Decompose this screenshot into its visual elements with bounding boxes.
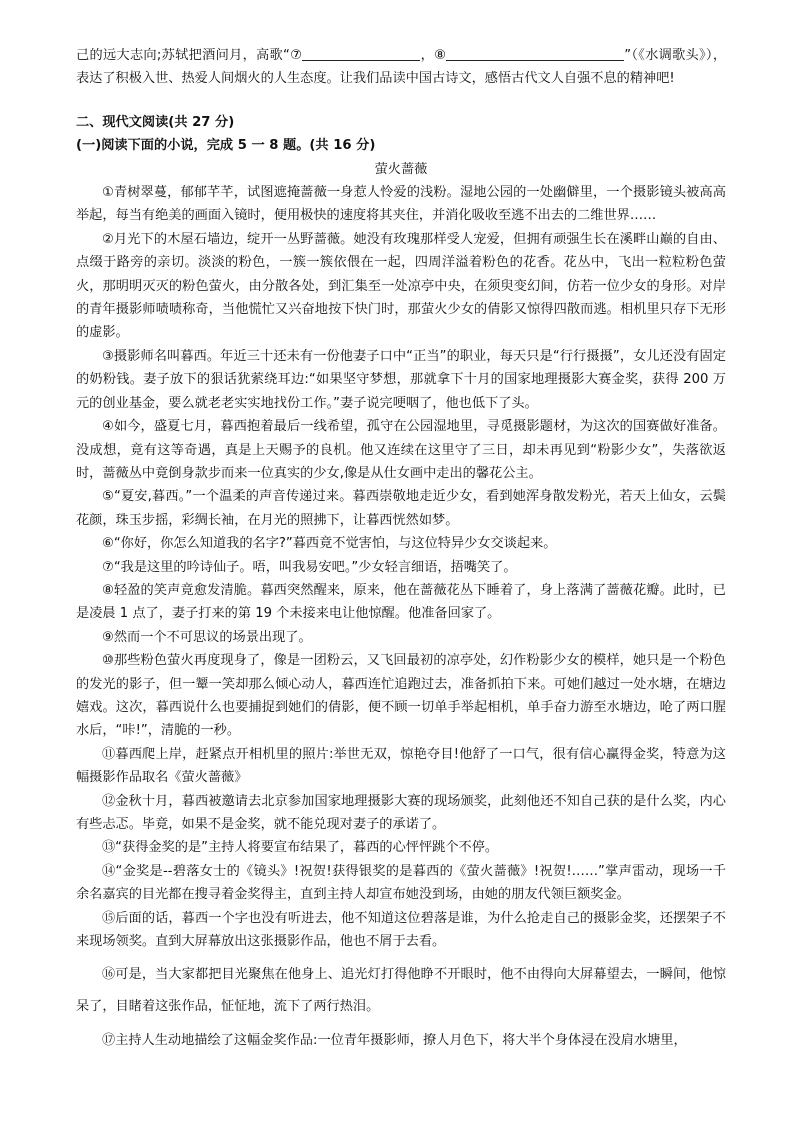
intro-paragraph (76, 44, 726, 91)
answer-blank-8[interactable] (446, 46, 624, 61)
section-heading: 二、现代文阅读(共 27 分) (76, 114, 235, 130)
intro-separator: ， (420, 48, 435, 63)
story-paragraph: ⑬“获得金奖的是”主持人将要宣布结果了，暮西的心怦怦跳个不停。 (102, 840, 499, 856)
document-page (76, 0, 726, 1053)
blank-8-label: ⑧ (434, 48, 447, 63)
intro-line-start: 己的远大志向;苏轼把酒问月，高歌“ (76, 48, 290, 63)
story-title: 萤火蔷薇 (374, 161, 428, 177)
story-paragraph: ⑧轻盈的笑声竟愈发清脆。暮西突然醒来，原来，他在蔷薇花丛下睡着了，身上落满了蔷薇花瓣。此时，已是凌晨 1 点了，妻子打来的第 19 个未接来电让他惊醒。他准备回家了。 (76, 582, 726, 622)
story-paragraph: ⑮后面的话，暮西一个字也没有听进去，他不知道这位碧落是谁，为什么抢走自己的摄影金奖，还摆架子不来现场领奖。直到大屏幕放出这张摄影作品，他也不屑于去看。 (76, 910, 726, 950)
story-paragraph: ⑨然而一个不可思议的场景出现了。 (102, 629, 312, 645)
story-paragraph: ②月光下的木屋石墙边，绽开一丛野蔷薇。她没有玫瑰那样受人宠爱，但拥有顽强生长在溪畔山巅的自由、点缀于路旁的亲切。淡淡的粉色，一簇一簇依偎在一起，四周洋溢着粉色的花香。花丛中，飞出一粒粒粉色萤火，那明明灭灭的粉色萤火，由分散各处，到汇集至一处凉亭中央，在须臾变幻间，仿若一位少女的身形。对岸的青年摄影师啧啧称奇，当他慌忙又兴奋地按下快门时，那萤火少女的倩影又惊得四散而逃。相机里只存下无形的虚影。 (76, 231, 726, 341)
story-paragraph: ⑰主持人生动地描绘了这幅金奖作品:一位青年摄影师，撩人月色下，将大半个身体浸在没肩水塘里， (102, 1033, 687, 1049)
story-paragraph: ⑯可是，当大家都把目光聚焦在他身上、追光灯打得他睁不开眼时，他不由得向大屏幕望去，一瞬间，他惊呆了，目睹着这张作品，怔怔地，流下了两行热泪。 (76, 967, 726, 1015)
answer-blank-7[interactable] (302, 46, 420, 61)
sub-heading: (一)阅读下面的小说，完成 5 一 8 题。(共 16 分) (76, 138, 376, 154)
story-paragraph: ⑩那些粉色萤火再度现身了，像是一团粉云，又飞回最初的凉亭处，幻作粉影少女的模样，她只是一个粉色的发光的影子，但一颦一笑却那么倾心动人，暮西连忙追跑过去，准备抓拍下来。可她们越过一处水塘，在塘边嬉戏。这次，暮西说什么也要捕捉到她们的倩影，便不顾一切单手举起相机，单手奋力游至水塘边，呛了两口腥水后，“咔!”，清脆的一秒。 (76, 653, 726, 739)
blank-7-label: ⑦ (289, 48, 303, 63)
story-paragraph: ⑦“我是这里的吟诗仙子。唔，叫我易安吧。”少女轻言细语，捂嘴笑了。 (102, 559, 517, 575)
intro-line-end: ”（《水调歌头》），表达了积极入世、热爱人间烟火的人生态度。让我们品读中国古诗文，感悟古代文人自强不息的精神吧! (76, 48, 727, 87)
story-paragraph: ⑪暮西爬上岸，赶紧点开相机里的照片:举世无双，惊艳夺目!他舒了一口气，很有信心赢得金奖，特意为这幅摄影作品取名《萤火蔷薇》 (76, 746, 726, 786)
story-paragraph: ③摄影师名叫暮西。年近三十还未有一份他妻子口中“正当”的职业，每天只是“行行摄摄”，女儿还没有固定的奶粉钱。妻子放下的狠话犹萦绕耳边:“如果坚守梦想，那就拿下十月的国家地理摄影大赛金奖，获得 200 万元的创业基金，要么就老老实实地找份工作。”妻子说完哽咽了，他也低下了头。 (76, 348, 726, 411)
story-paragraph: ④如今，盛夏七月，暮西抱着最后一线希望，孤守在公园湿地里，寻觅摄影题材，为这次的国赛做好准备。没成想，竟有这等奇遇，真是上天赐予的良机。他又连续在这里守了三日，却未再见到“粉影少女”，失落欲返时，蔷薇丛中竟倒身款步而来一位真实的少女,像是从仕女画中走出的馨花公主。 (76, 419, 726, 481)
story-paragraph: ⑤“夏安,暮西。”一个温柔的声音传递过来。暮西崇敬地走近少女，看到她浑身散发粉光，若天上仙女，云鬓花颜，珠玉步摇，彩绸长袖，在月光的照拂下，让暮西恍然如梦。 (76, 489, 726, 528)
story-paragraph: ⑫金秋十月，暮西被邀请去北京参加国家地理摄影大赛的现场颁奖，此刻他还不知自己获的是什么奖，内心有些忐忑。毕竟，如果不是金奖，就不能兑现对妻子的承诺了。 (76, 793, 726, 832)
story-paragraph: ①青树翠蔓，郁郁芊芊，试图遮掩蔷薇一身惹人怜爱的浅粉。湿地公园的一处幽僻里，一个摄影镜头被高高举起，每当有绝美的画面入镜时，便用极快的速度将其夹住，并消化吸收至逃不出去的二维世界…… (76, 185, 726, 224)
story-paragraph: ⑭“金奖是--碧落女士的《镜头》!祝贺!获得银奖的是暮西的《萤火蔷薇》!祝贺!……”掌声雷动，现场一千余名嘉宾的目光都在搜寻着金奖得主，直到主持人却宣布她没到场，由她的朋友代领巨额奖金。 (76, 863, 726, 903)
story-paragraph: ⑥“你好，你怎么知道我的名字?”暮西竟不觉害怕，与这位特异少女交谈起来。 (102, 536, 557, 552)
